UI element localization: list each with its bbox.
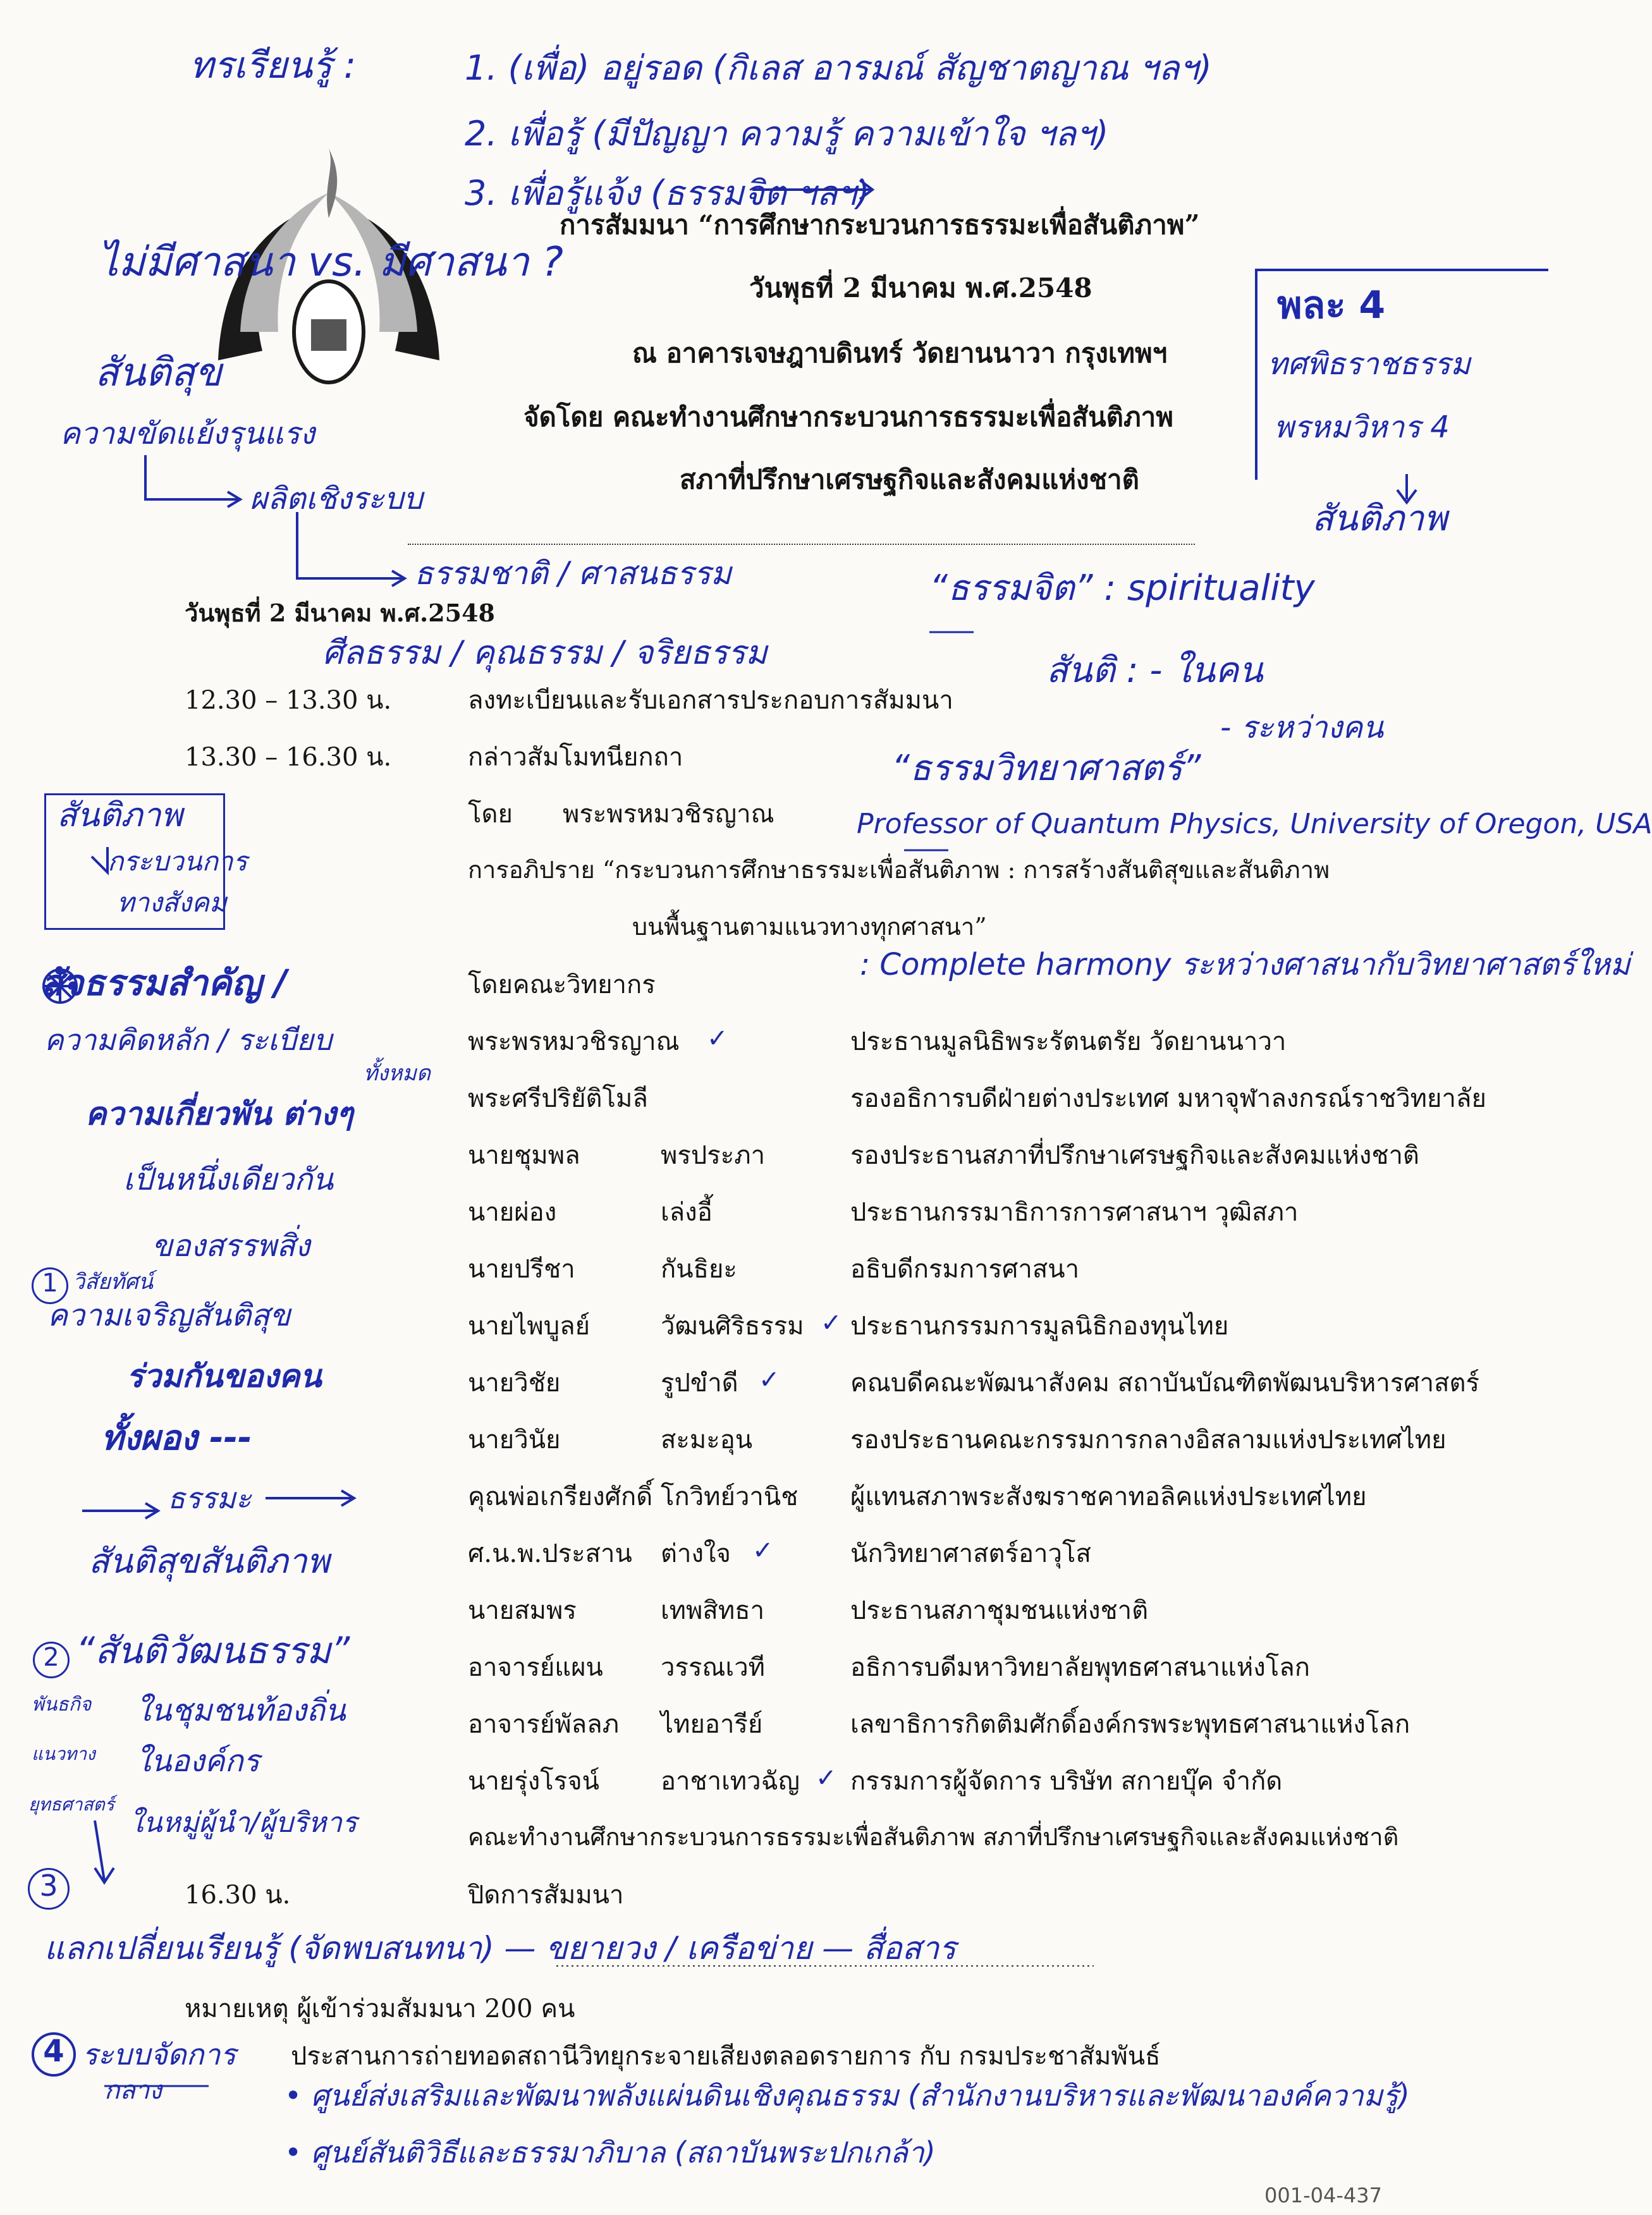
speaker-role: ประธานสภาชุมชนแห่งชาติ — [850, 1596, 1149, 1625]
speaker-role: กรรมการผู้จัดการ บริษัท สกายบุ๊ค จำกัด — [850, 1767, 1283, 1796]
check-mark-icon: ✓ — [707, 1024, 728, 1053]
check-mark-icon: ✓ — [752, 1536, 774, 1565]
speaker-role: อธิการบดีมหาวิทยาลัยพุทธศาสนาแห่งโลก — [850, 1653, 1310, 1682]
footer-note: หมายเหตุ ผู้เข้าร่วมสัมมนา 200 คน — [185, 1994, 575, 2023]
speaker-last: โกวิทย์วานิช — [661, 1482, 798, 1511]
speaker-last: เทพสิทธา — [661, 1596, 765, 1625]
margin-note-peace: สันติสุขสันติภาพ — [89, 1541, 330, 1581]
speaker-first: พระศรีปริยัติโมลี — [468, 1084, 648, 1113]
process-box-process: กระบวนการ — [107, 846, 248, 877]
seminar-venue: ณ อาคารเจษฎาบดินทร์ วัดยานนาวา กรุงเทพฯ — [632, 338, 1168, 369]
margin-note-together: ร่วมกันของคน — [126, 1358, 322, 1394]
speaker-last: อาชาเทวฉัญ — [661, 1767, 800, 1796]
speaker-first: พระพรหมวชิรญาณ — [468, 1027, 680, 1056]
process-box-peace: สันติภาพ — [57, 796, 183, 834]
check-mark-icon: ✓ — [816, 1764, 837, 1793]
margin-note-oneness: เป็นหนึ่งเดียวกัน — [123, 1162, 334, 1197]
margin-note-strategy: ยุทธศาสตร์ — [28, 1794, 114, 1815]
learning-label: ทรเรียนรู้ : — [190, 44, 357, 87]
speaker-first: นายปรีชา — [468, 1255, 575, 1284]
schedule-time-1: 12.30 – 13.30 น. — [185, 686, 392, 715]
right-note-spirituality: “ธรรมจิต” : spirituality — [929, 568, 1315, 609]
margin-note-all-things: ของสรรพสิ่ง — [152, 1228, 310, 1264]
speaker-first: นายวิชัย — [468, 1369, 561, 1398]
speaker-first: อาจารย์พัลลภ — [468, 1710, 620, 1739]
schedule-text-1: ลงทะเบียนและรับเอกสารประกอบการสัมมนา — [468, 686, 953, 715]
schedule-text-2: กล่าวสัมโมทนียกถา — [468, 743, 683, 772]
check-mark-icon: ✓ — [759, 1365, 780, 1394]
by-name: พระพรหมวชิรญาณ — [563, 800, 774, 829]
speaker-role: อธิบดีกรมการศาสนา — [850, 1255, 1080, 1284]
margin-note-organization: ในองค์กร — [136, 1743, 260, 1779]
schedule-time-2: 13.30 – 16.30 น. — [185, 743, 392, 772]
speaker-role: ผู้แทนสภาพระสังฆราชคาทอลิคแห่งประเทศไทย — [850, 1482, 1367, 1511]
left-note-conflict: ความขัดแย้งรุนแรง — [60, 416, 315, 451]
speaker-role: เลขาธิการกิตติมศักดิ์องค์กรพระพุทธศาสนาแห่งโลก — [850, 1710, 1410, 1739]
learning-item-2: 2. เพื่อรู้ (มีปัญญา ความรู้ ความเข้าใจ ฯลฯ) — [465, 114, 1109, 154]
circle-number-3: 3 — [28, 1868, 70, 1910]
learning-item-1: 1. (เพื่อ) อยู่รอด (กิเลส อารมณ์ สัญชาตญาณ ฯลฯ) — [465, 48, 1212, 88]
discussion-line-1: การอภิปราย “กระบวนการศึกษาธรรมะเพื่อสันติภาพ : การสร้างสันติสุขและสันติภาพ — [468, 856, 1330, 884]
speaker-last: วัฒนศิริธรรม — [661, 1312, 804, 1341]
margin-note-approach: แนวทาง — [32, 1743, 95, 1764]
seminar-title: การสัมมนา “การศึกษากระบวนการธรรมะเพื่อสันติภาพ” — [560, 209, 1200, 240]
speaker-last: เล่งอี้ — [661, 1198, 713, 1227]
right-note-professor: Professor of Quantum Physics, University of Oregon, USA — [857, 808, 1652, 840]
margin-note-exchange: แลกเปลี่ยนเรียนรู้ (จัดพบสนทนา) — ขยายวง / เครือข่าย — สื่อสาร — [44, 1930, 957, 1967]
speaker-first: นายวินัย — [468, 1425, 561, 1455]
margin-note-community: ในชุมชนท้องถิ่น — [136, 1693, 346, 1728]
right-note-science: “ธรรมวิทยาศาสตร์” — [891, 748, 1201, 789]
speaker-first: นายชุมพล — [468, 1141, 580, 1170]
virtues-line-3: พรหมวิหาร 4 — [1274, 410, 1450, 445]
speaker-last: สะมะอุน — [661, 1425, 753, 1455]
left-note-system: ผลิตเชิงระบบ — [250, 481, 423, 516]
speaker-role: รองประธานคณะกรรมการกลางอิสลามแห่งประเทศไทย — [850, 1425, 1447, 1455]
circle-number-1: 1 — [32, 1267, 68, 1304]
left-note-peace: สันติสุข — [95, 349, 222, 395]
speaker-last: ต่างใจ — [661, 1539, 731, 1568]
closing-text: ปิดการสัมมนา — [468, 1881, 624, 1910]
process-box-social: ทางสังคม — [117, 887, 227, 918]
margin-note-vision: วิสัยทัศน์ — [73, 1269, 154, 1295]
speaker-last: กันธิยะ — [661, 1255, 737, 1284]
speaker-last: พรประภา — [661, 1141, 766, 1170]
speaker-role: ประธานมูลนิธิพระรัตนตรัย วัดยานนาวา — [850, 1027, 1287, 1056]
speaker-first: ศ.น.พ.ประสาน — [468, 1539, 632, 1568]
margin-note-relation: ความเกี่ยวพัน ต่างๆ — [85, 1095, 353, 1132]
circle-number-2: 2 — [33, 1642, 70, 1678]
seminar-council: สภาที่ปรึกษาเศรษฐกิจและสังคมแห่งชาติ — [680, 464, 1139, 495]
speaker-role: ประธานกรรมการมูลนิธิกองทุนไทย — [850, 1312, 1229, 1341]
footer-broadcast: ประสานการถ่ายทอดสถานีวิทยุกระจายเสียงตลอดรายการ กับ กรมประชาสัมพันธ์ — [291, 2042, 1161, 2071]
margin-note-mission: พันธกิจ — [32, 1693, 92, 1716]
speaker-role: นักวิทยาศาสตร์อาวุโส — [850, 1539, 1091, 1568]
speaker-first: นายไพบูลย์ — [468, 1312, 590, 1341]
footer-handwritten-system: ระบบจัดการ — [82, 2037, 236, 2072]
speaker-first: คุณพ่อเกรียงศักดิ์ — [468, 1482, 653, 1511]
speaker-first: นายผ่อง — [468, 1198, 557, 1227]
virtues-line-1: พละ 4 — [1277, 283, 1386, 327]
left-note-nature: ธรรมชาติ / ศาสนธรรม — [414, 555, 732, 592]
left-note-morality: ศีลธรรม / คุณธรรม / จริยธรรม — [322, 634, 768, 672]
speaker-role: รองอธิการบดีฝ่ายต่างประเทศ มหาจุฬาลงกรณ์ราชวิทยาลัย — [850, 1084, 1486, 1113]
speaker-first: นายรุ่งโรจน์ — [468, 1767, 600, 1796]
panel-label: โดยคณะวิทยากร — [468, 970, 656, 999]
seminar-date: วันพุธที่ 2 มีนาคม พ.ศ.2548 — [749, 272, 1092, 303]
schedule-day: วันพุธที่ 2 มีนาคม พ.ศ.2548 — [185, 599, 495, 627]
right-note-peace-sub: - ระหว่างคน — [1220, 710, 1384, 745]
speaker-role: คณบดีคณะพัฒนาสังคม สถาบันบัณฑิตพัฒนบริหารศาสตร์ — [850, 1369, 1479, 1398]
margin-note-all: ทั้งหมด — [364, 1061, 431, 1086]
circle-number-4: 4 — [32, 2032, 76, 2077]
right-note-peace: สันติ : - ในคน — [1046, 650, 1263, 691]
working-group: คณะทำงานศึกษากระบวนการธรรมะเพื่อสันติภาพ สภาที่ปรึกษาเศรษฐกิจและสังคมแห่งชาติ — [468, 1823, 1399, 1851]
speaker-role: ประธานกรรมาธิการการศาสนาฯ วุฒิสภา — [850, 1198, 1299, 1227]
virtues-line-2: ทศพิธราชธรรม — [1268, 346, 1471, 382]
document-stamp-number: 001-04-437 — [1264, 2183, 1382, 2207]
footer-handwritten-central: กลาง — [104, 2076, 162, 2105]
margin-note-truth: สัจธรรมสำคัญ / — [41, 963, 287, 1004]
speaker-last: วรรณเวที — [661, 1653, 766, 1682]
speaker-first: อาจารย์แผน — [468, 1653, 603, 1682]
seminar-organizer: จัดโดย คณะทำงานศึกษากระบวนการธรรมะเพื่อสันติภาพ — [523, 401, 1173, 432]
virtues-line-4: สันติภาพ — [1312, 498, 1448, 539]
speaker-last: รูปขำดี — [661, 1369, 738, 1398]
margin-note-prosperity: ความเจริญสันติสุข — [47, 1298, 291, 1333]
margin-note-peace-culture: “สันติวัฒนธรรม” — [76, 1629, 350, 1672]
footer-bullet-1: • ศูนย์ส่งเสริมและพัฒนาพลังแผ่นดินเชิงคุณธรรม (สำนักงานบริหารและพัฒนาองค์ความรู้) — [285, 2078, 1410, 2113]
margin-note-everyone: ทั้งผอง --- — [101, 1418, 252, 1458]
footer-bullet-2: • ศูนย์สันติวิธีและธรรมาภิบาล (สถาบันพระปกเกล้า) — [285, 2135, 936, 2169]
right-note-harmony: : Complete harmony ระหว่างศาสนากับวิทยาศาสตร์ใหม่ — [860, 947, 1631, 982]
margin-note-principle: ความคิดหลัก / ระเบียบ — [44, 1023, 332, 1057]
margin-note-leaders: ในหมู่ผู้นำ/ผู้บริหาร — [130, 1807, 357, 1839]
margin-note-dhamma: ธรรมะ — [168, 1481, 252, 1515]
discussion-line-2: บนพื้นฐานตามแนวทางทุกศาสนา” — [632, 913, 987, 941]
speaker-last: ไทยอารีย์ — [661, 1710, 763, 1739]
by-label: โดย — [468, 800, 513, 829]
learning-item-3: 3. เพื่อรู้แจ้ง (ธรรมจิต ฯลฯ) — [465, 173, 870, 213]
religion-question: ไม่มีศาสนา vs. มีศาสนา ? — [98, 239, 563, 286]
check-mark-icon: ✓ — [821, 1309, 842, 1338]
speaker-first: นายสมพร — [468, 1596, 577, 1625]
speaker-role: รองประธานสภาที่ปรึกษาเศรษฐกิจและสังคมแห่งชาติ — [850, 1141, 1419, 1170]
closing-time: 16.30 น. — [185, 1881, 291, 1910]
